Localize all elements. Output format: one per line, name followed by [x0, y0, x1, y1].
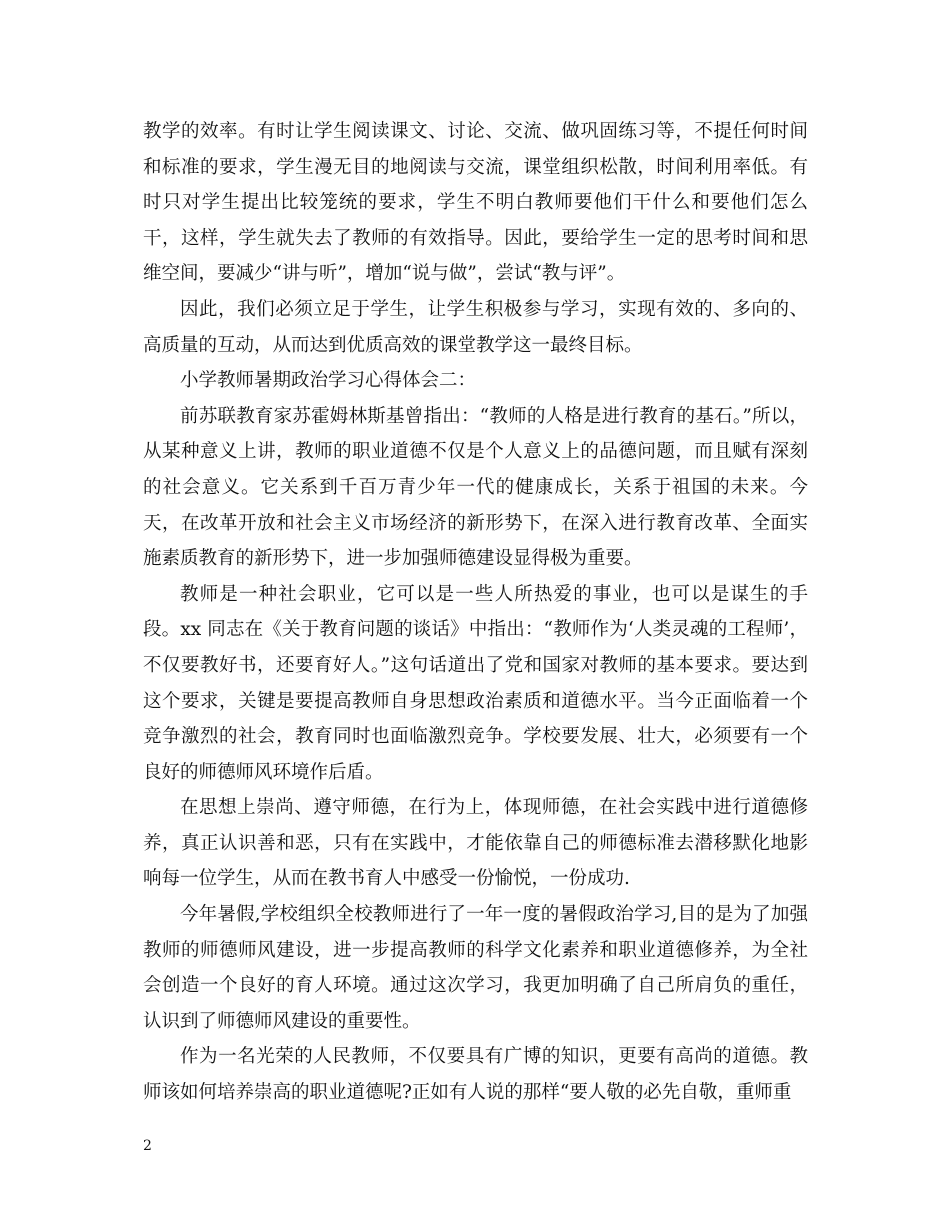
text-line: 高质量的互动，从而达到优质高效的课堂教学这一最终目标。 [143, 334, 643, 356]
text-line: 社会创造一个良好的育人环境。通过这次学习，我更加明确了自己所肩负的重任， [143, 939, 808, 997]
paragraph [143, 577, 808, 791]
text-line: 作为一名光荣的人民教师，不仅要具有广博的知识，更要有高尚的道德。教 [180, 1046, 808, 1068]
paragraph [143, 1039, 808, 1110]
text-line: 今天，在改革开放和社会主义市场经济的新形势下，在深入进行教育改革、全面 [143, 476, 808, 534]
text-line: 因此，我们必须立足于学生，让学生积极参与学习，实现有效的、多向的、 [180, 298, 808, 320]
paragraph [143, 897, 808, 1039]
page-number: 2 [143, 1138, 152, 1154]
paragraph [143, 114, 808, 292]
text-line: 和标准的要求，学生漫无目的地阅读与交流，课堂组织松散，时间利用率低。有 [143, 156, 808, 178]
text-line: 小学教师暑期政治学习心得体会二： [180, 370, 477, 392]
text-line: 以，从某种意义上讲，教师的职业道德不仅是个人意义上的品德问题，而且赋有 [143, 405, 808, 463]
text-line: 养，真正认识善和恶，只有在实践中，才能依靠自己的师德标准去潜移默化地影 [143, 832, 808, 854]
text-line: 强教师的师德师风建设，进一步提高教师的科学文化素养和职业道德修养，为全 [143, 904, 808, 961]
text-line: 教学的效率。有时让学生阅读课文、讨论、交流、做巩固练习等，不提任何时间 [143, 121, 808, 142]
text-line: 个竞争激烈的社会，教育同时也面临激烈竞争。学校要发展、壮大，必须要有一 [143, 690, 808, 748]
text-line: 今年暑假,学校组织全校教师进行了一年一度的暑假政治学习,目的是为了加 [180, 904, 790, 926]
text-line: 实施素质教育的新形势下，进一步加强师德建设显得极为重要。 [143, 512, 808, 570]
text-line: 认识到了师德师风建设的重要性。 [143, 1010, 421, 1032]
text-line: 深刻的社会意义。它关系到千百万青少年一代的健康成长，关系于祖国的未来。 [143, 441, 808, 498]
text-line: 间，要减少“讲与听”，增加“说与做”，尝试“教与评”。 [180, 263, 626, 285]
text-line: 师该如何培养崇高的职业道德呢?正如有人说的那样“要人敬的必先自敬，重师重 [143, 1082, 792, 1104]
text-line: 不仅要教好书，还要育好人。”这句话道出了党和国家对教师的基本要求。要达 [143, 654, 790, 676]
text-line: 到这个要求，关键是要提高教师自身思想政治素质和道德水平。当今正面临着一 [143, 654, 808, 712]
body-text [143, 114, 808, 1111]
text-line: xx 同志在《关于教育问题的谈话》中指出：“教师作为‘人类灵魂的工程师’， [180, 619, 808, 641]
text-line: 个良好的师德师风环境作后盾。 [143, 726, 808, 783]
paragraph [143, 790, 808, 897]
text-line: 教师是一种社会职业，它可以是一些人所热爱的事业，也可以是谋生的手段。 [143, 583, 808, 641]
paragraph [143, 399, 808, 577]
text-line: 这样，学生就失去了教师的有效指导。因此，要给学生一定的思考时间和思维空 [143, 227, 808, 285]
paragraph [143, 363, 808, 399]
text-line: 响每一位学生，从而在教书育人中感受一份愉悦，一份成功. [143, 868, 630, 890]
text-line: 前苏联教育家苏霍姆林斯基曾指出：“教师的人格是进行教育的基石。”所 [180, 405, 771, 427]
text-line: 时只对学生提出比较笼统的要求，学生不明白教师要他们干什么和要他们怎么干， [143, 192, 808, 249]
text-line: 在思想上崇尚、遵守师德，在行为上，体现师德，在社会实践中进行道德修 [180, 797, 808, 819]
paragraph [143, 292, 808, 363]
